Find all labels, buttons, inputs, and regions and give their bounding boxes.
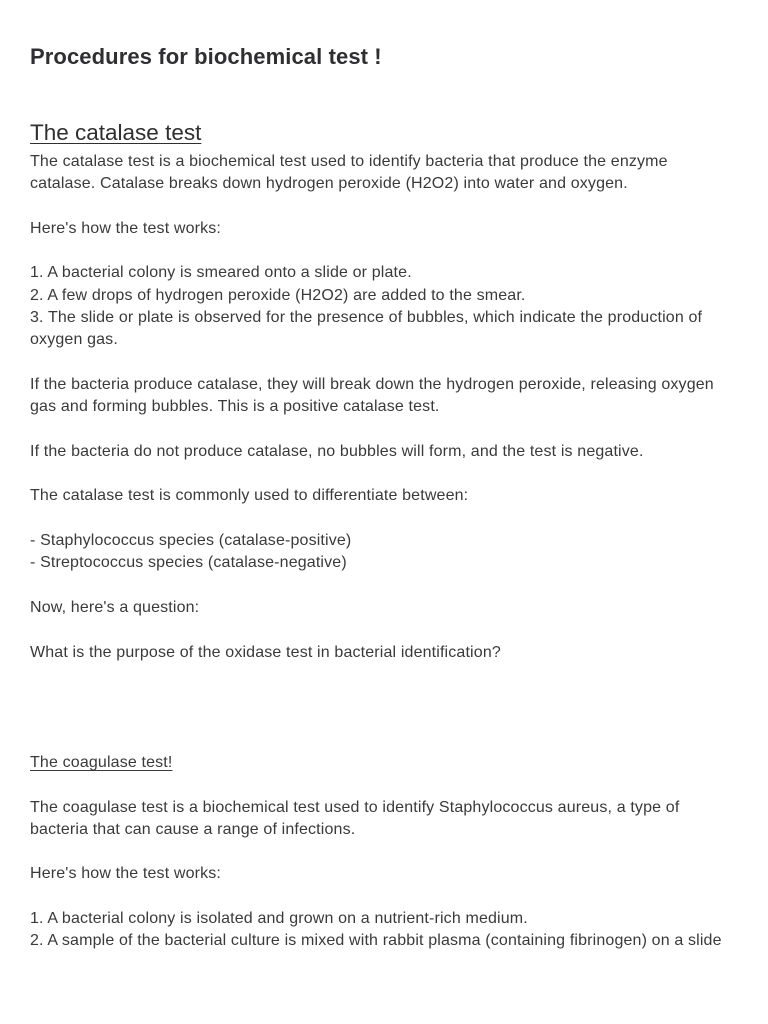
catalase-step-2: 2. A few drops of hydrogen peroxide (H2O2) are added to the smear. (30, 286, 526, 304)
catalase-bullet-staphylococcus: - Staphylococcus species (catalase-positive) (30, 532, 352, 550)
page-title: Procedures for biochemical test ! (30, 44, 382, 69)
catalase-bullet-streptococcus: - Streptococcus species (catalase-negative) (30, 554, 347, 572)
paragraph-gap (30, 508, 735, 530)
catalase-negative-line: If the bacteria do not produce catalase, no bubbles will form, and the test is negative. (30, 442, 644, 460)
question-text: What is the purpose of the oxidase test in bacterial identification? (30, 643, 501, 661)
paragraph-gap (30, 774, 735, 796)
paragraph-gap (30, 352, 735, 374)
paragraph-gap (30, 575, 735, 597)
coagulase-step-2: 2. A sample of the bacterial culture is mixed with rabbit plasma (containing fibrinogen) on a slide (30, 932, 722, 950)
coagulase-section-heading: The coagulase test! (30, 754, 173, 771)
paragraph-gap (30, 419, 735, 441)
catalase-section-heading: The catalase test (30, 120, 202, 145)
catalase-how-it-works: Here's how the test works: (30, 219, 222, 237)
coagulase-section-body (30, 752, 735, 953)
catalase-step-3-cont: oxygen gas. (30, 331, 118, 349)
coagulase-how-it-works: Here's how the test works: (30, 865, 222, 883)
coagulase-intro-line: bacteria that can cause a range of infections. (30, 820, 356, 838)
paragraph-gap (30, 841, 735, 863)
paragraph-gap (30, 886, 735, 908)
catalase-intro-line: The catalase test is a biochemical test used to identify bacteria that produce the enzyme (30, 153, 668, 170)
catalase-intro-line: catalase. Catalase breaks down hydrogen peroxide (H2O2) into water and oxygen. (30, 175, 628, 193)
catalase-step-3: 3. The slide or plate is observed for the presence of bubbles, which indicate the production of (30, 309, 703, 327)
catalase-differentiate-line: The catalase test is commonly used to differentiate between: (30, 487, 469, 505)
catalase-section-body (30, 151, 735, 664)
paragraph-gap (30, 240, 735, 262)
paragraph-gap (30, 463, 735, 485)
catalase-positive-line: gas and forming bubbles. This is a positive catalase test. (30, 398, 440, 416)
coagulase-intro-line: The coagulase test is a biochemical test used to identify Staphylococcus aureus, a type of (30, 798, 680, 816)
coagulase-step-1: 1. A bacterial colony is isolated and grown on a nutrient-rich medium. (30, 910, 528, 928)
catalase-step-1: 1. A bacterial colony is smeared onto a slide or plate. (30, 264, 412, 282)
paragraph-gap (30, 619, 735, 641)
question-intro: Now, here's a question: (30, 598, 200, 616)
paragraph-gap (30, 196, 735, 218)
catalase-positive-line: If the bacteria produce catalase, they will break down the hydrogen peroxide, releasing oxygen (30, 375, 714, 393)
